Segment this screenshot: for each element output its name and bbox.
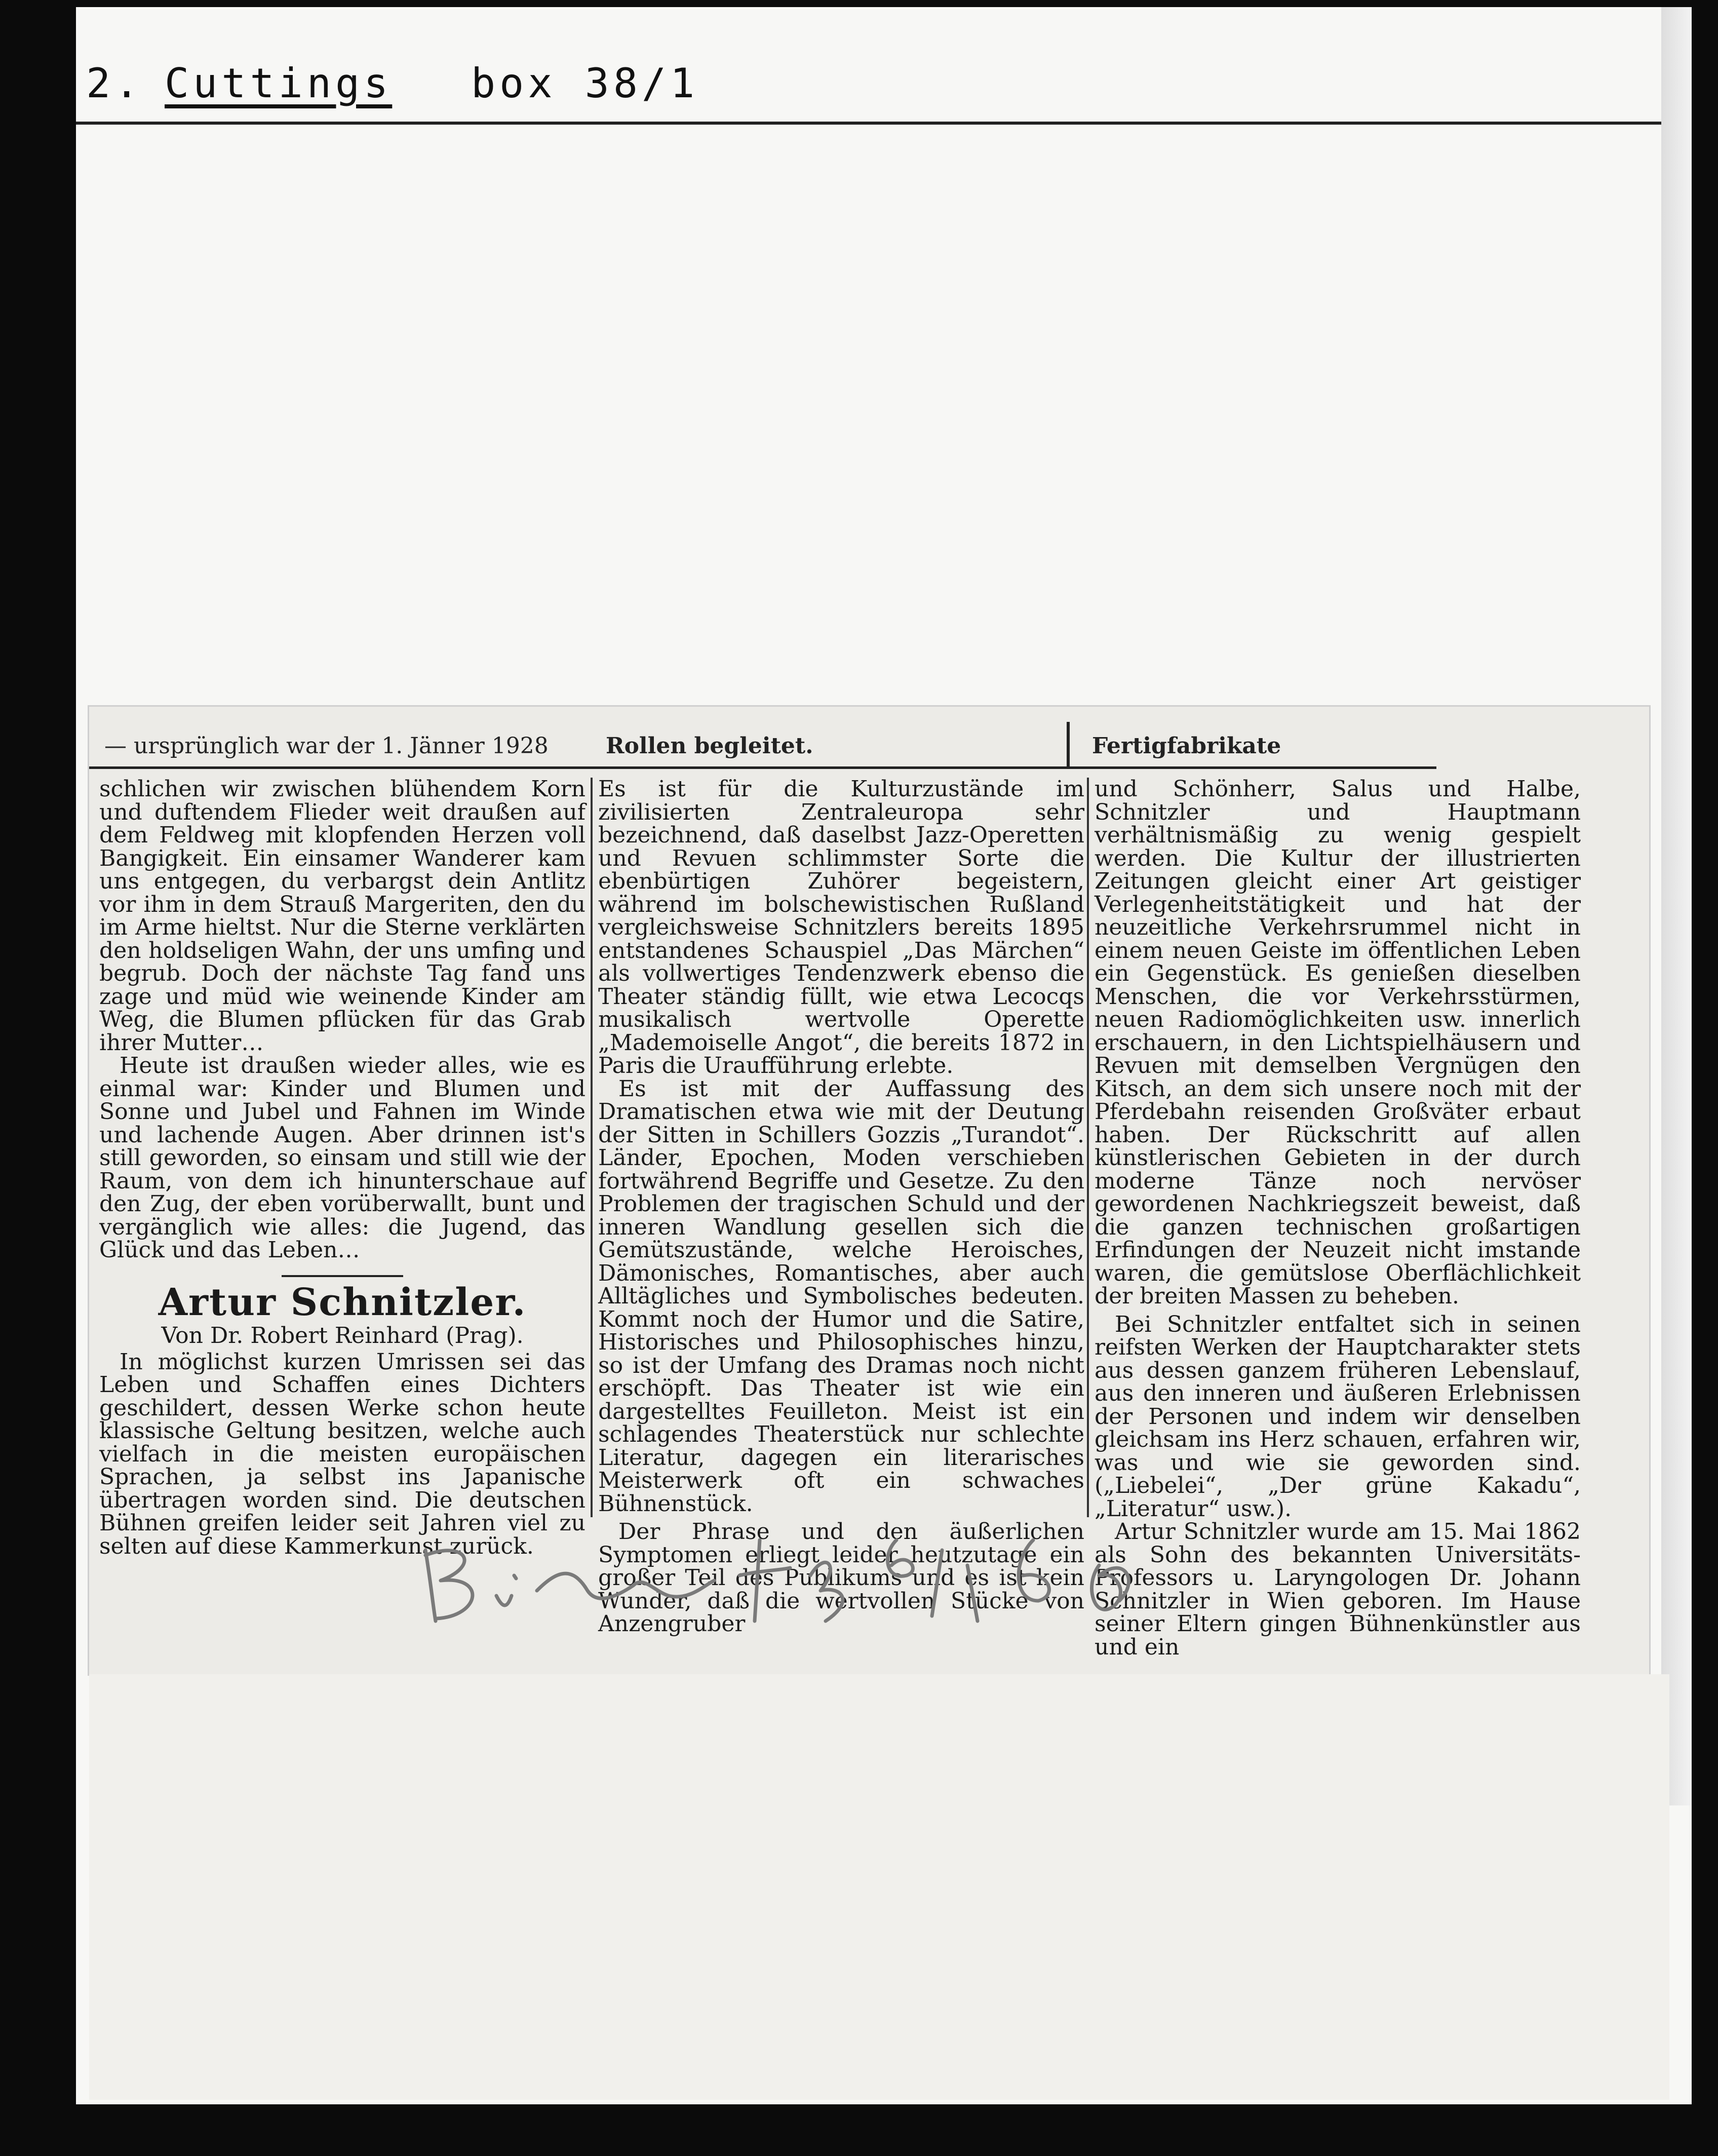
- paragraph: Es ist für die Kulturzustände im zivilisierten Zentraleuropa sehr bezeichnend, daß daselbst Jazz-Operetten und Revuen schlimmster Sorte die ebenbürtigen Zuhörer begeistern, während im bolschewistischen Rußland vergleichsweise Schnitzlers bereits 1895 entstandenes Schauspiel „Das Märchen“ als vollwertiges Tendenzwerk ebenso die Theater ständig füllt, wie etwa Lecocqs musikalisch wertvolle Operette „Mademoiselle Angot“, die bereits 1872 in Paris die Uraufführung erlebte.: [598, 776, 1084, 1079]
- strip-middle-text: Rollen begleitet.: [606, 733, 813, 759]
- section-divider: [282, 1275, 403, 1277]
- article-title: Artur Schnitzler.: [158, 1280, 527, 1324]
- clipping-top-strip: [89, 707, 1436, 769]
- strip-divider: [1067, 722, 1070, 767]
- paragraph: Bei Schnitzler entfaltet sich in seinen reifsten Werken der Hauptcharakter stets aus dessen ganzem früheren Lebenslauf, aus den inneren und äußeren Erlebnissen der Personen und indem wir denselben gleichsam ins Herz schauen, erfahren wir, was und wie sie geworden sind. („Liebelei“, „Der grüne Kakadu“, „Literatur“ usw.).: [1095, 1311, 1581, 1522]
- article-byline: Von Dr. Robert Reinhard (Prag).: [161, 1323, 524, 1349]
- column-rule: [591, 778, 593, 1517]
- strip-left-text: — ursprünglich war der 1. Jänner 1928: [104, 733, 549, 759]
- paragraph: Es ist mit der Auffassung des Dramatischen etwa wie mit der Deutung der Sitten in Schillers Gozzis „Turandot“. Länder, Epochen, Moden verschieben fortwährend Begriffe und Gesetze. Zu den Problemen der tragischen Schuld und der inneren Wandlung gesellen sich die Gemütszustände, welche Heroisches, Dämonisches, Romantisches, aber auch Alltägliches und Symbolisches bedeuten. Kommt noch der Humor und die Satire, Historisches und Philosophisches hinzu, so ist der Umfang des Dramas noch nicht erschöpft. Das Theater ist wie ein dargestelltes Feuilleton. Meist ist ein schlagendes Theaterstück nur schlechte Literatur, dagegen ein literarisches Meisterwerk oft ein schwaches Bühnenstück.: [598, 1075, 1084, 1517]
- paragraph: und Schönherr, Salus und Halbe, Schnitzler und Hauptmann verhältnismäßig zu wenig gespielt werden. Die Kultur der illustrierten Zeitungen gleicht einer Art geistiger Verlegenheitstätigkeit und hat der neuzeitliche Verkehrsrummel nicht in einem neuen Geiste im öffentlichen Leben ein Gegenstück. Es genießen dieselben Menschen, die vor Verkehrsstürmen, neuen Radiomöglichkeiten usw. innerlich erschauern, in den Lichtspielhäusern und Revuen mit demselben Vergnügen den Kitsch, an dem sich unsere noch mit der Pferdebahn reisenden Großväter erbaut haben. Der Rückschritt auf allen künstlerischen Gebieten in der durch moderne Tänze noch nervöser gewordenen Nachkriegszeit beweist, daß die ganzen technischen großartigen Erfindungen der Neuzeit nicht imstande waren, die gemütslose Oberflächlichkeit der breiten Massen zu beheben.: [1095, 776, 1581, 1309]
- handwriting-strokes: [405, 1520, 1216, 1636]
- paragraph: Artur Schnitzler wurde am 15. Mai 1862 als Sohn des bekannten Universitäts-Professors u. Laryngologen Dr. Johann Schnitzler in Wien geboren. Im Hause seiner Eltern gingen Bühnenkünstler aus und ein: [1095, 1519, 1581, 1660]
- paragraph: In möglichst kurzen Umrissen sei das Leben und Schaffen eines Dichters geschildert, dessen Werke schon heute klassische Geltung besitzen, welche auch vielfach in die meisten europäischen Sprachen, ja selbst ins Japanische übertragen worden sind. Die deutschen Bühnen greifen leider seit Jahren viel zu selten auf diese Kammerkunst zurück.: [99, 1349, 585, 1559]
- column-rule: [1087, 778, 1089, 1517]
- paragraph: Heute ist draußen wieder alles, wie es einmal war: Kinder und Blumen und Sonne und Jubel und Fahnen im Winde und lachende Augen. Aber drinnen ist's still geworden, so einsam und still wie der Raum, von dem ich hinunterschaue auf den Zug, der eben vorüberwallt, bunt und vergänglich wie alles: die Jugend, das Glück und das Leben…: [99, 1053, 585, 1263]
- header-box-number: box 38/1: [471, 60, 699, 107]
- header-rule: [76, 122, 1661, 125]
- paragraph: Der Phrase und den äußerlichen Symptomen erliegt leider heutzutage ein großer Teil des Publikums und es ist kein Wunder, daß die wertvollen Stücke von Anzengruber: [598, 1519, 1084, 1637]
- sheet-lower-fold: [89, 1674, 1669, 2100]
- sheet-edge: [1661, 7, 1692, 1805]
- article-column-1: [99, 778, 585, 1558]
- header-label: Cuttings: [165, 60, 393, 107]
- paragraph: schlichen wir zwischen blühendem Korn und duftendem Flieder weit draußen auf dem Feldweg mit klopfenden Herzen voll Bangigkeit. Ein einsamer Wanderer kam uns entgegen, du verbargst dein Antlitz vor ihm in dem Strauß Margeriten, den du im Arme hieltst. Nur die Sterne verklärten den holdseligen Wahn, der uns umfing und begrub. Doch der nächste Tag fand uns zage und müd wie weinende Kinder am Weg, die Blumen pflücken für das Grab ihrer Mutter…: [99, 776, 585, 1056]
- handwritten-annotation: [405, 1520, 1216, 1636]
- header-number: 2.: [86, 60, 143, 107]
- strip-right-text: Fertigfabrikate: [1092, 733, 1281, 759]
- article-column-2: [598, 778, 1084, 1636]
